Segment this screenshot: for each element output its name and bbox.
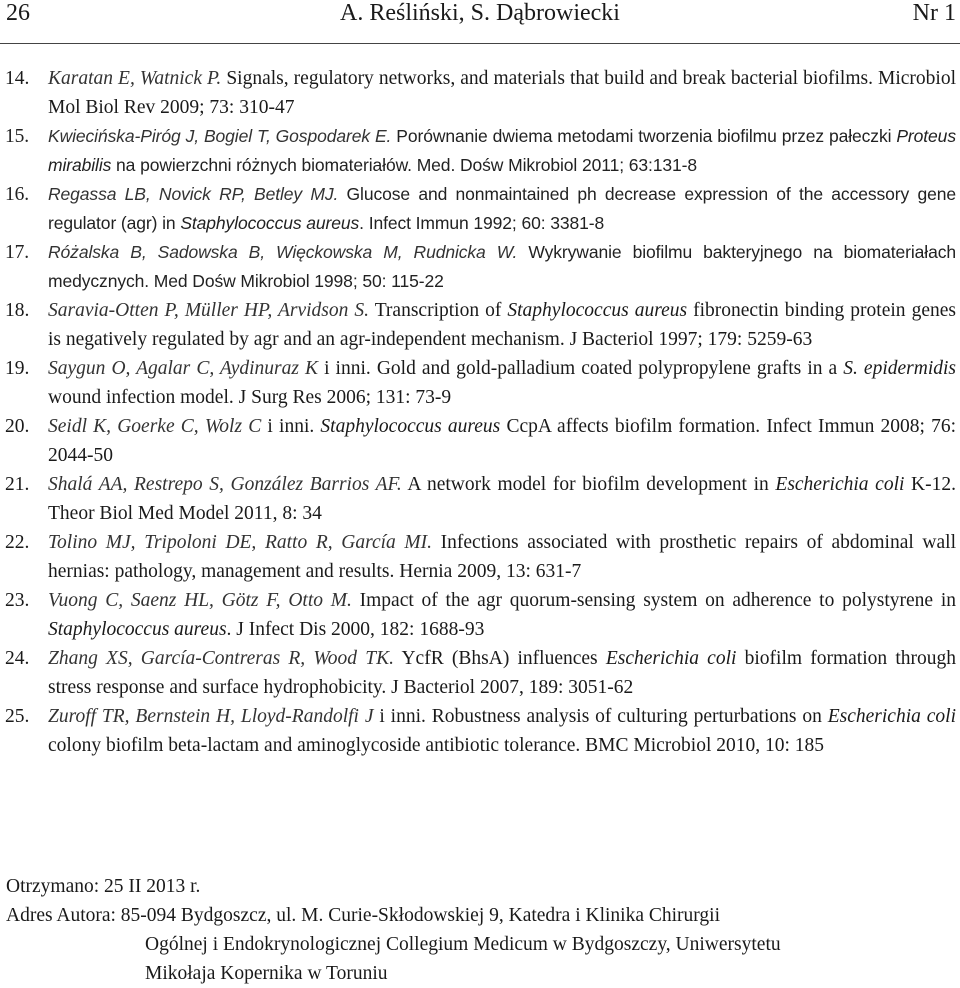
reference-21 [0, 470, 956, 528]
reference-14 [0, 64, 956, 122]
reference-species: Escherichia coli [775, 474, 905, 495]
reference-species: Staphylococcus aureus [320, 416, 501, 437]
author-address: Adres Autora: 85-094 Bydgoszcz, ul. M. Curie-Skłodowskiej 9, Katedra i Klinika Chirurgii [6, 905, 720, 926]
reference-text: . J Infect Dis 2000, 182: 1688-93 [226, 619, 485, 640]
reference-authors: Karatan E, Watnick P. [48, 68, 222, 89]
reference-number: 15. [5, 126, 30, 147]
reference-15 [0, 122, 956, 180]
reference-text: Impact of the agr quorum-sensing system on adherence to polystyrene in [351, 590, 956, 611]
article-footer [6, 872, 781, 988]
reference-number: 18. [5, 300, 30, 321]
reference-authors: Shalá AA, Restrepo S, González Barrios AF. [48, 474, 402, 495]
reference-authors: Regassa LB, Novick RP, Betley MJ. [48, 184, 339, 204]
reference-species: Escherichia coli [605, 648, 737, 669]
reference-authors: Saygun O, Agalar C, Aydinuraz K [48, 358, 319, 379]
author-address-continued: Ogólnej i Endokrynologicznej Collegium Medicum w Bydgoszczy, Uniwersytetu [145, 934, 781, 955]
reference-number: 22. [5, 532, 30, 553]
page-header [0, 0, 960, 40]
reference-text: Infections associated with prosthetic repairs of abdominal wall hernias: pathology, management and results. Hernia 2009, 13: 631-7 [48, 532, 956, 582]
reference-species: Proteus mirabilis [48, 126, 956, 175]
running-head-authors: A. Reśliński, S. Dąbrowiecki [340, 0, 620, 26]
reference-number: 20. [5, 416, 30, 437]
reference-text: Porównanie dwiema metodami tworzenia biofilmu przez pałeczki [391, 126, 897, 146]
reference-18 [0, 296, 956, 354]
reference-number: 25. [5, 706, 30, 727]
reference-number: 23. [5, 590, 30, 611]
author-address-continued: Mikołaja Kopernika w Toruniu [145, 963, 388, 984]
reference-24 [0, 644, 956, 702]
reference-text: Transcription of [369, 300, 508, 321]
reference-text: CcpA affects biofilm formation. Infect Immun 2008; 76: 2044-50 [48, 416, 957, 466]
page-number: 26 [6, 0, 30, 26]
reference-text: Wykrywanie biofilmu bakteryjnego na biomateriałach medycznych. Med Dośw Mikrobiol 1998; 50: 115-22 [48, 242, 956, 291]
reference-text: i inni. Robustness analysis of culturing perturbations on [373, 706, 828, 727]
reference-number: 19. [5, 358, 30, 379]
reference-text: Glucose and nonmaintained ph decrease expression of the accessory gene regulator (agr) in [48, 184, 956, 233]
reference-text: YcfR (BhsA) influences [393, 648, 606, 669]
reference-authors: Zuroff TR, Bernstein H, Lloyd-Randolfi J [48, 706, 374, 727]
reference-authors: Kwiecińska-Piróg J, Bogiel T, Gospodarek E. [48, 126, 392, 146]
reference-list [0, 64, 956, 760]
reference-authors: Vuong C, Saenz HL, Götz F, Otto M. [48, 590, 352, 611]
reference-25 [0, 702, 956, 760]
reference-text: na powierzchni różnych biomateriałów. Med. Dośw Mikrobiol 2011; 63:131-8 [111, 155, 698, 175]
reference-text: colony biofilm beta-lactam and aminoglycoside antibiotic tolerance. BMC Microbiol 2010, 10: 185 [48, 735, 825, 756]
reference-20 [0, 412, 956, 470]
reference-species: Staphylococcus aureus [180, 213, 360, 233]
reference-number: 14. [5, 68, 30, 89]
reference-species: S. epidermidis [843, 358, 956, 379]
reference-text: fibronectin binding protein genes is negatively regulated by agr and an agr-independent mechanism. J Bacteriol 1997; 179: 5259-63 [48, 300, 956, 350]
reference-22 [0, 528, 956, 586]
reference-number: 16. [5, 184, 30, 205]
reference-species: Escherichia coli [827, 706, 956, 727]
reference-text: i inni. [261, 416, 321, 437]
reference-text: . Infect Immun 1992; 60: 3381-8 [359, 213, 605, 233]
reference-17 [0, 238, 956, 296]
reference-text: biofilm formation through stress response and surface hydrophobicity. J Bacteriol 2007, 189: 3051-62 [48, 648, 956, 698]
received-date: Otrzymano: 25 II 2013 r. [6, 876, 201, 897]
reference-text: A network model for biofilm development in [401, 474, 776, 495]
reference-16 [0, 180, 956, 238]
reference-number: 21. [5, 474, 30, 495]
reference-text: wound infection model. J Surg Res 2006; 131: 73-9 [48, 387, 452, 408]
reference-authors: Zhang XS, García-Contreras R, Wood TK. [48, 648, 394, 669]
reference-species: Staphylococcus aureus [48, 619, 227, 640]
header-divider [0, 43, 960, 44]
issue-number: Nr 1 [912, 0, 956, 26]
reference-23 [0, 586, 956, 644]
reference-authors: Saravia-Otten P, Müller HP, Arvidson S. [48, 300, 370, 321]
reference-number: 17. [5, 242, 30, 263]
reference-19 [0, 354, 956, 412]
reference-authors: Seidl K, Goerke C, Wolz C [48, 416, 262, 437]
reference-text: Signals, regulatory networks, and materials that build and break bacterial biofilms. Microbiol Mol Biol Rev 2009; 73: 310-47 [48, 68, 956, 118]
reference-authors: Tolino MJ, Tripoloni DE, Ratto R, García MI. [48, 532, 433, 553]
reference-species: Staphylococcus aureus [507, 300, 688, 321]
reference-text: K-12. Theor Biol Med Model 2011, 8: 34 [48, 474, 957, 524]
reference-text: i inni. Gold and gold-palladium coated polypropylene grafts in a [318, 358, 844, 379]
reference-number: 24. [5, 648, 30, 669]
reference-authors: Różalska B, Sadowska B, Więckowska M, Rudnicka W. [48, 242, 518, 262]
